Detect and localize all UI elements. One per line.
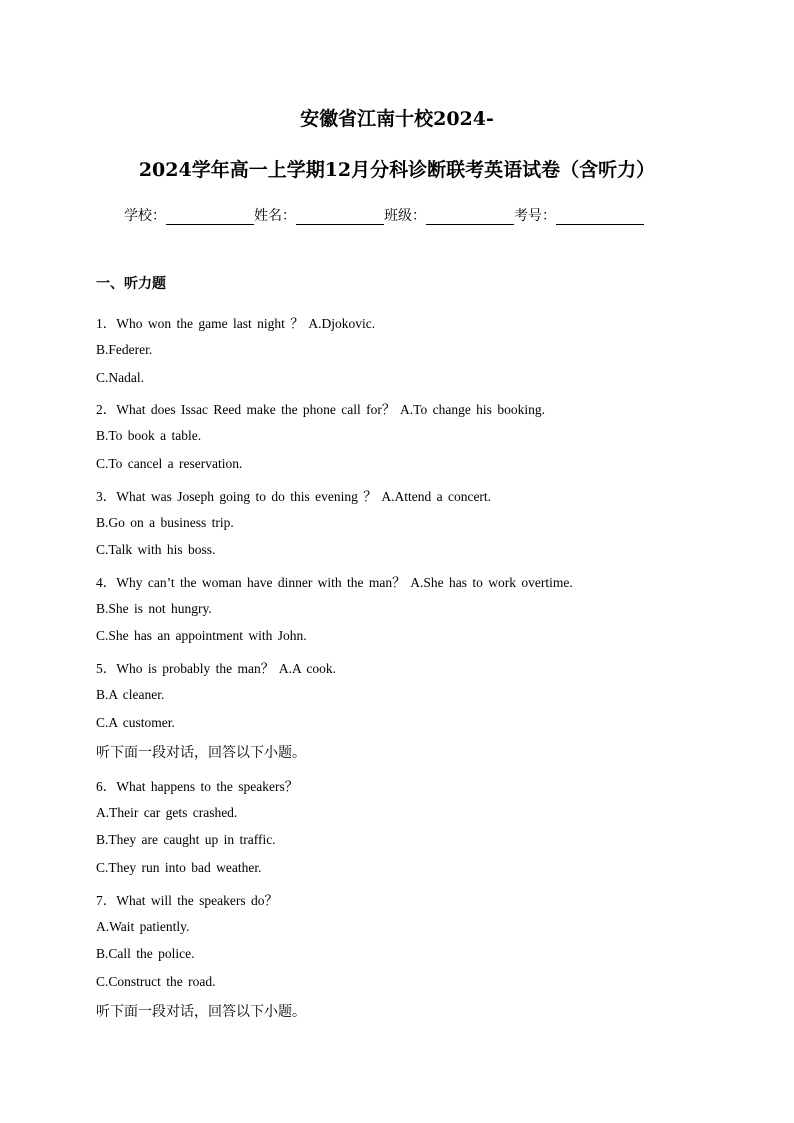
option-line: B.Federer. [96, 342, 153, 357]
name-label: 姓名： [254, 208, 296, 224]
option-line: A.Their car gets crashed. [96, 805, 238, 820]
option-line: B.Call the police. [96, 946, 195, 961]
option-line: C.Talk with his boss. [96, 542, 216, 557]
title-line-2: 2024学年高一上学期12月分科诊断联考英语试卷（含听力） [138, 159, 656, 181]
exam-no-blank[interactable] [556, 209, 644, 225]
option-line: C.A customer. [96, 715, 175, 730]
question-line: 7．What will the speakers do？ [96, 893, 278, 908]
school-blank[interactable] [166, 209, 254, 225]
question-line: 2．What does Issac Reed make the phone call for？ A.To change his booking. [96, 402, 545, 417]
student-info-row [124, 205, 644, 225]
option-line: B.A cleaner. [96, 687, 165, 702]
option-line: B.She is not hungry. [96, 601, 212, 616]
question-line: 6．What happens to the speakers？ [96, 779, 299, 794]
instruction-line: 听下面一段对话，回答以下小题。 [96, 1004, 306, 1020]
option-line: A.Wait patiently. [96, 919, 190, 934]
option-line: B.To book a table. [96, 428, 202, 443]
option-line: C.Construct the road. [96, 974, 216, 989]
title-line-1: 安徽省江南十校2024- [300, 108, 494, 130]
option-line: B.They are caught up in traffic. [96, 832, 276, 847]
option-line: C.She has an appointment with John. [96, 628, 307, 643]
question-line: 3．What was Joseph going to do this evening ？ A.Attend a concert. [96, 489, 492, 504]
question-line: 5．Who is probably the man？ A.A cook. [96, 661, 336, 676]
option-line: C.To cancel a reservation. [96, 456, 243, 471]
option-line: C.Nadal. [96, 370, 144, 385]
school-label: 学校： [124, 208, 166, 224]
instruction-line: 听下面一段对话，回答以下小题。 [96, 745, 306, 761]
question-line: 1．Who won the game last night ？ A.Djokovic. [96, 316, 376, 331]
class-blank[interactable] [426, 209, 514, 225]
name-blank[interactable] [296, 209, 384, 225]
class-label: 班级： [384, 208, 426, 224]
option-line: C.They run into bad weather. [96, 860, 262, 875]
section-heading: 一、听力题 [96, 276, 166, 292]
option-line: B.Go on a business trip. [96, 515, 234, 530]
exam-no-label: 考号： [514, 208, 556, 224]
question-line: 4．Why can’t the woman have dinner with the man？ A.She has to work overtime. [96, 575, 573, 590]
